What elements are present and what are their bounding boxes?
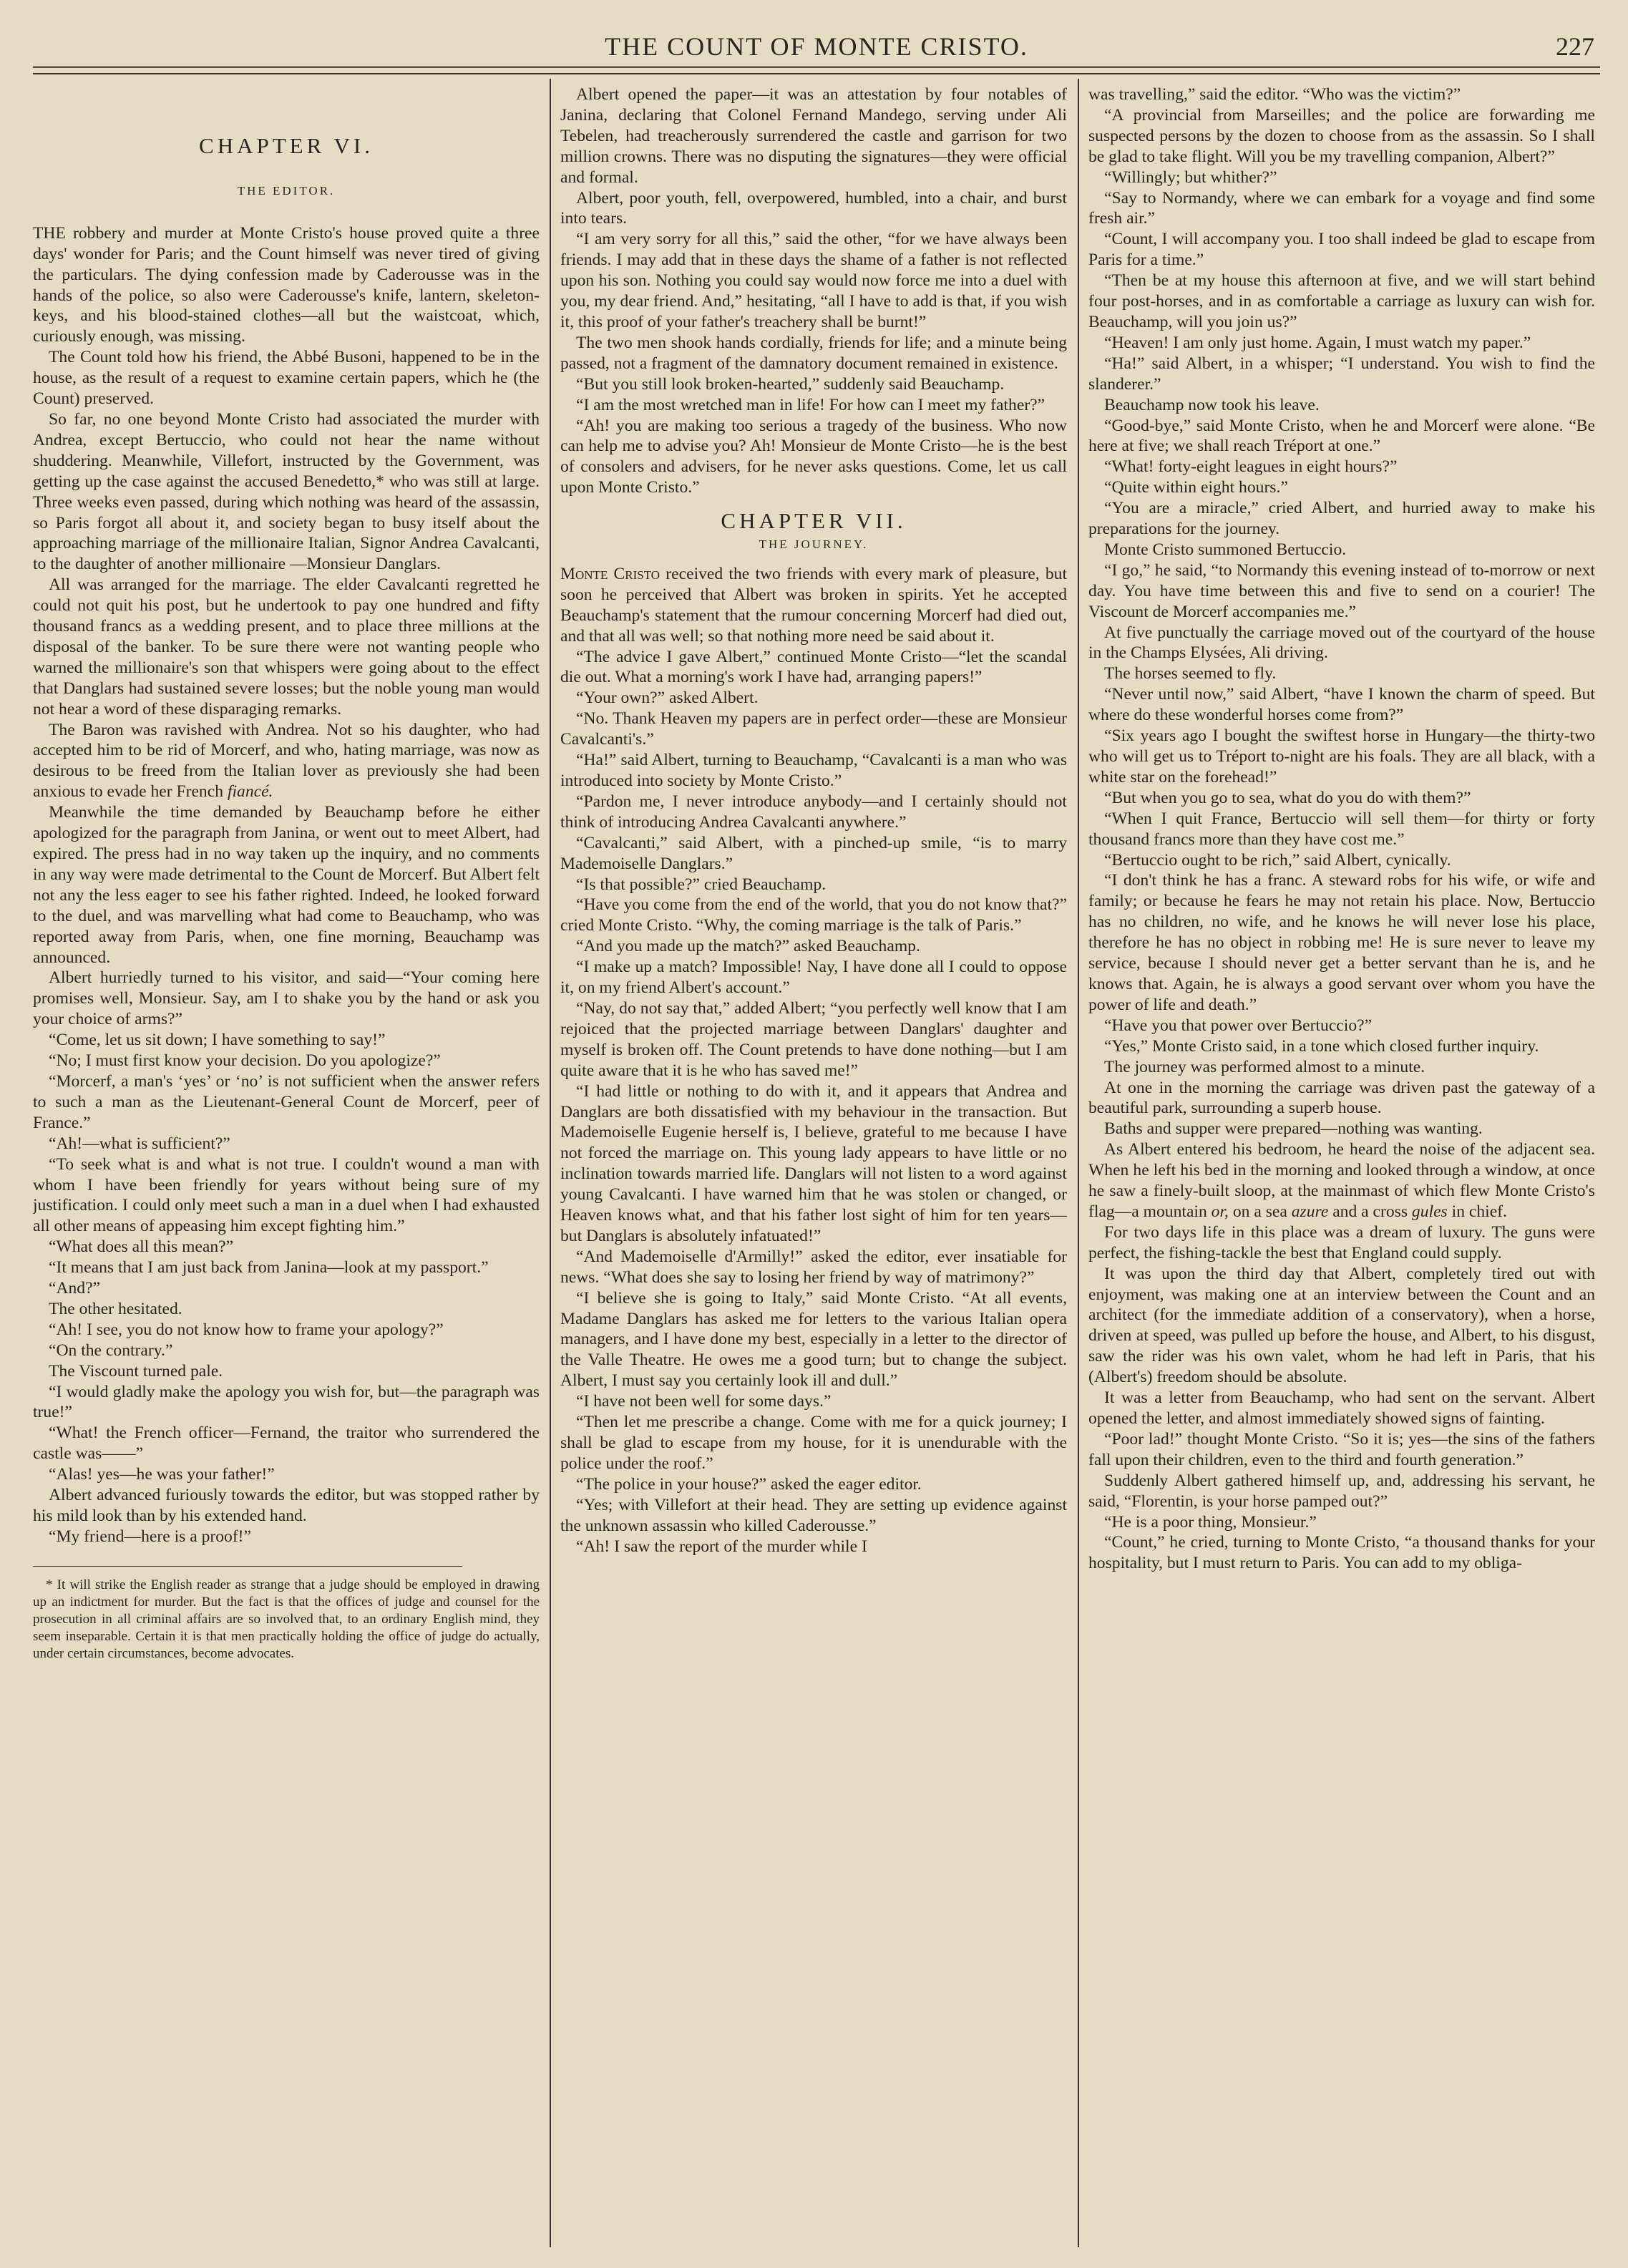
paragraph: “What does all this mean?” <box>49 1237 234 1257</box>
paragraph: Meanwhile the time demanded by Beauchamp before he either apologized for the paragraph from Janina, or went out to meet Albert, had expired. The press had in no way taken up the inquiry, and no comments in any way were made detrimental to the Count de Morcerf. But Albert felt not any the less eager to see his father righted. Indeed, he looked forward to the duel, and was marvelling what had come to Beauchamp, who was reported away from Paris, when, one fine morning, Beauchamp was announced. <box>33 803 540 967</box>
paragraph: It was a letter from Beauchamp, who had sent on the servant. Albert opened the letter, and almost immediately showed signs of fainting. <box>1088 1388 1595 1428</box>
paragraph: “Quite within eight hours.” <box>1104 478 1288 497</box>
paragraph: Beauchamp now took his leave. <box>1104 395 1320 414</box>
column-2 <box>560 84 1067 2239</box>
paragraph: Monte Cristo received the two friends with every mark of pleasure, but soon he perceived that Albert was broken in spirits. Yet he accepted Beauchamp's statement that the rumour concerning Morcerf had died out, and that all was well; so that nothing more need be said about it. <box>560 564 1067 646</box>
paragraph: “Ah! you are making too serious a tragedy of the business. Who now can help me to advise you? Ah! Monsieur de Monte Cristo—he is the best of consolers and advisers, for he never asks questions. Come, let us call upon Monte Cristo.” <box>560 416 1067 497</box>
paragraph: At one in the morning the carriage was driven past the gateway of a beautiful park, surrounding a superb house. <box>1088 1078 1595 1118</box>
paragraph: “Morcerf, a man's ‘yes’ or ‘no’ is not sufficient when the answer refers to such a man as the Lieutenant-General Count de Morcerf, peer of France.” <box>33 1071 540 1132</box>
paragraph: “Then let me prescribe a change. Come with me for a quick journey; I shall be glad to escape from my house, for it is unendurable with the police under the roof.” <box>560 1413 1067 1473</box>
chapter-subtitle: THE JOURNEY. <box>759 537 869 552</box>
paragraph: “A provincial from Marseilles; and the police are forwarding me suspected persons by the dozen to choose from as the assassin. So I shall be glad to take flight. Will you be my travelling companion, Albert?” <box>1088 105 1595 166</box>
paragraph: “Say to Normandy, where we can embark for a voyage and find some fresh air.” <box>1088 188 1595 228</box>
paragraph: “And?” <box>49 1279 101 1298</box>
paragraph: “Ah! I see, you do not know how to frame your apology?” <box>49 1320 444 1339</box>
paragraph: The Baron was ravished with Andrea. Not so his daughter, who had accepted him to be rid of Morcerf, and who, hating marriage, was now as desirous to be freed from the Italian lover as previously she had been anxious to evade her French fiancé. <box>33 720 540 802</box>
paragraph: “Yes,” Monte Cristo said, in a tone which closed further inquiry. <box>1104 1036 1539 1056</box>
paragraph: Albert hurriedly turned to his visitor, and said—“Your coming here promises well, Monsieur. Say, am I to shake you by the hand or ask you your choice of arms?” <box>33 968 540 1029</box>
paragraph: The Count told how his friend, the Abbé Busoni, happened to be in the house, as the result of a request to examine certain papers, which he (the Count) preserved. <box>33 348 540 409</box>
paragraph: It was upon the third day that Albert, completely tired out with enjoyment, was making one at an interview between the Count and an architect (for the immediate addition of a conservatory), when a horse, driven at speed, was pulled up before the house, and Albert, to his disgust, saw the rider was his own valet, whom he had left in Paris, that his (Albert's) freedom should be absolute. <box>1088 1264 1595 1387</box>
chapter-heading: CHAPTER VII. <box>721 508 907 534</box>
paragraph: “When I quit France, Bertuccio will sell them—for thirty or forty thousand francs more than they have cost me.” <box>1088 809 1595 849</box>
paragraph: As Albert entered his bedroom, he heard the noise of the adjacent sea. When he left his bed in the morning and looked through a window, at once he saw a finely-built sloop, at the mainmast of which flew Monte Cristo's flag—a mountain or, on a sea azure and a cross gules in chief. <box>1088 1140 1595 1221</box>
paragraph: THE robbery and murder at Monte Cristo's house proved quite a three days' wonder for Paris; and the Count himself was never tired of giving the particulars. The dying confession made by Caderousse was in the hands of the police, so also were Caderousse's knife, lantern, skeleton-keys, and his blood-stained clothes—all but the waistcoat, which, curiously enough, was missing. <box>33 223 540 346</box>
paragraph: For two days life in this place was a dream of luxury. The guns were perfect, the fishing-tackle the best that England could supply. <box>1088 1222 1595 1262</box>
paragraph: “But you still look broken-hearted,” suddenly said Beauchamp. <box>576 374 1005 394</box>
paragraph: “Six years ago I bought the swiftest horse in Hungary—the thirty-two who will get us to Tréport to-night are his foals. They are all black, with a white star on the forehead!” <box>1088 726 1595 787</box>
paragraph: “To seek what is and what is not true. I couldn't wound a man with whom I have been friendly for years without being sure of my justification. I could only meet such a man in a duel when I had exhausted all other means of appeasing him except fighting him.” <box>33 1154 540 1236</box>
column-divider <box>550 79 551 2247</box>
paragraph: “No. Thank Heaven my papers are in perfect order—these are Monsieur Cavalcanti's.” <box>560 709 1067 749</box>
paragraph: “I would gladly make the apology you wish for, but—the paragraph was true!” <box>33 1382 540 1422</box>
paragraph: “Poor lad!” thought Monte Cristo. “So it is; yes—the sins of the fathers fall upon their children, even to the third and fourth generation.” <box>1088 1429 1595 1469</box>
running-header <box>33 29 1600 68</box>
paragraph: “I have not been well for some days.” <box>576 1392 832 1411</box>
paragraph: “The advice I gave Albert,” continued Monte Cristo—“let the scandal die out. What a morning's work I have had, arranging papers!” <box>560 647 1067 687</box>
column-1 <box>33 84 540 2239</box>
paragraph: “Have you come from the end of the world, that you do not know that?” cried Monte Cristo. “Why, the coming marriage is the talk of Paris.” <box>560 895 1067 935</box>
paragraph: “Is that possible?” cried Beauchamp. <box>576 875 827 894</box>
paragraph: The Viscount turned pale. <box>49 1361 223 1381</box>
paragraph: “My friend—here is a proof!” <box>49 1527 252 1546</box>
paragraph: At five punctually the carriage moved out of the courtyard of the house in the Champs Elysées, Ali driving. <box>1088 623 1595 663</box>
footnote-rule <box>33 1566 462 1567</box>
paragraph: “Alas! yes—he was your father!” <box>49 1465 275 1484</box>
column-divider <box>1078 79 1079 2247</box>
paragraph: So far, no one beyond Monte Cristo had associated the murder with Andrea, except Bertuccio, who could not hear the name without shuddering. Meanwhile, Villefort, instructed by the Government, was getting up the case against the accused Benedetto,* who was still at large. Three weeks even passed, during which nothing was heard of the assassin, so Paris forgot all about it, and society began to busy itself about the approaching marriage of the millionaire Italian, Signor Andrea Cavalcanti, to the daughter of another millionaire —Monsieur Danglars. <box>33 409 540 574</box>
paragraph: “Willingly; but whither?” <box>1104 167 1277 187</box>
paragraph: “I make up a match? Impossible! Nay, I have done all I could to oppose it, on my friend Albert's account.” <box>560 958 1067 998</box>
paragraph: Suddenly Albert gathered himself up, and, addressing his servant, he said, “Florentin, is your horse pamped out?” <box>1088 1471 1595 1511</box>
paragraph: The journey was performed almost to a minute. <box>1104 1057 1425 1076</box>
paragraph: All was arranged for the marriage. The elder Cavalcanti regretted he could not quit his post, but he undertook to pay one hundred and fifty thousand francs as a wedding present, and to place three millions at the disposal of the banker. To be sure there were not wanting people who warned the millionaire's son that whispers were going about to the effect that Danglars had sustained severe losses; but the noble young man would not hear a word of these disparaging remarks. <box>33 575 540 719</box>
paragraph: “And you made up the match?” asked Beauchamp. <box>576 937 920 956</box>
paragraph: “I don't think he has a franc. A steward robs for his wife, or wife and family; or because he fears he may not retain his place. Now, Bertuccio has no children, no wife, and he knows he will never lose his place, therefore he has no object in robbing me! He is sure never to leave my service, because I should never get a better servant than he is, and he knows that. Again, he is always a good servant over whom you have the power of life and death.” <box>1088 871 1595 1014</box>
small-caps-lead: Monte Cristo <box>560 564 661 583</box>
paragraph: “No; I must first know your decision. Do you apologize?” <box>49 1051 441 1071</box>
paragraph: Monte Cristo summoned Bertuccio. <box>1104 540 1347 559</box>
paragraph: “Ha!” said Albert, turning to Beauchamp, “Cavalcanti is a man who was introduced into society by Monte Cristo.” <box>560 751 1067 790</box>
paragraph: “Your own?” asked Albert. <box>576 688 759 708</box>
paragraph: “On the contrary.” <box>49 1340 173 1360</box>
paragraph: The other hesitated. <box>49 1299 182 1318</box>
paragraph: “But when you go to sea, what do you do with them?” <box>1104 788 1471 807</box>
paragraph: Baths and supper were prepared—nothing was wanting. <box>1104 1119 1483 1139</box>
paragraph: “It means that I am just back from Janina—look at my passport.” <box>49 1258 489 1277</box>
paragraph: “Yes; with Villefort at their head. They are setting up evidence against the unknown assassin who killed Caderousse.” <box>560 1495 1067 1535</box>
chapter-subtitle: THE EDITOR. <box>237 183 336 198</box>
page <box>33 29 1600 2247</box>
paragraph: “Ah!—what is sufficient?” <box>49 1134 230 1153</box>
paragraph: “The police in your house?” asked the eager editor. <box>576 1474 922 1494</box>
paragraph: Albert, poor youth, fell, overpowered, humbled, into a chair, and burst into tears. <box>560 188 1067 228</box>
paragraph: “Come, let us sit down; I have something to say!” <box>49 1031 386 1050</box>
paragraph: Albert opened the paper—it was an attestation by four notables of Janina, declaring that Colonel Fernand Mandego, serving under Ali Tebelen, had treacherously surrendered the castle and garrison for two million crowns. There was no disputing the signatures—they were official and formal. <box>560 85 1067 187</box>
dropcap-word: THE <box>33 223 66 243</box>
paragraph: “I am very sorry for all this,” said the other, “for we have always been friends. I may add that in these days the shame of a father is not reflected upon his son. Nothing you could say would now force me into a duel with you, my dear friend. And,” hesitating, “all I have to add is that, if you wish it, this proof of your father's treachery shall be burnt!” <box>560 230 1067 331</box>
paragraph: “Have you that power over Bertuccio?” <box>1104 1016 1373 1035</box>
paragraph: “Never until now,” said Albert, “have I known the charm of speed. But where do these wonderful horses come from?” <box>1088 685 1595 725</box>
paragraph: “Then be at my house this afternoon at five, and we will start behind four post-horses, and in as comfortable a carriage as luxury can wish for. Beauchamp, will you join us?” <box>1088 271 1595 331</box>
paragraph: “Bertuccio ought to be rich,” said Albert, cynically. <box>1104 850 1451 870</box>
paragraph: “Pardon me, I never introduce anybody—and I certainly should not think of introducing Andrea Cavalcanti anywhere.” <box>560 792 1067 832</box>
paragraph: “I believe she is going to Italy,” said Monte Cristo. “At all events, Madame Danglars has asked me for letters to the various Italian opera managers, and I have done my best, especially in a letter to the director of the Valle Theatre. He owes me a good turn; but to change the subject. Albert, I must say you certainly look ill and dull.” <box>560 1288 1067 1391</box>
paragraph: was travelling,” said the editor. “Who was the victim?” <box>1088 85 1461 104</box>
paragraph: “I go,” he said, “to Normandy this evening instead of to-morrow or next day. You have time between this and five to send on a courier! The Viscount de Morcerf accompanies me.” <box>1088 560 1595 621</box>
paragraph: “Heaven! I am only just home. Again, I must watch my paper.” <box>1104 333 1531 352</box>
running-title: THE COUNT OF MONTE CRISTO. <box>605 32 1028 61</box>
italic-word: fiancé. <box>227 782 273 802</box>
paragraph: “Good-bye,” said Monte Cristo, when he and Morcerf were alone. “Be here at five; we shall reach Tréport at one.” <box>1088 416 1595 456</box>
paragraph: “Cavalcanti,” said Albert, with a pinched-up smile, “is to marry Mademoiselle Danglars.” <box>560 833 1067 873</box>
chapter-heading: CHAPTER VI. <box>199 133 374 158</box>
paragraph: “What! the French officer—Fernand, the traitor who surrendered the castle was——” <box>33 1423 540 1464</box>
footnote: * It will strike the English reader as strange that a judge should be employed in drawing up an indictment for murder. But the fact is that the offices of judge and counsel for the prosecution in all criminal affairs are so involved that, to an ordinary English mind, they seem inseparable. Certain it is that men practically holding the office of judge do actually, under certain circumstances, become advocates. <box>33 1577 540 1661</box>
paragraph: “And Mademoiselle d'Armilly!” asked the editor, ever insatiable for news. “What does she say to losing her friend by way of matrimony?” <box>560 1247 1067 1287</box>
paragraph: “Count,” he cried, turning to Monte Cristo, “a thousand thanks for your hospitality, but I must return to Paris. You can add to my obliga- <box>1088 1533 1595 1573</box>
paragraph: “You are a miracle,” cried Albert, and hurried away to make his preparations for the journey. <box>1088 499 1595 539</box>
header-rule <box>33 73 1600 74</box>
paragraph: “Ah! I saw the report of the murder while I <box>576 1537 867 1556</box>
paragraph: “I had little or nothing to do with it, and it appears that Andrea and Danglars are both dissatisfied with my behaviour in the transaction. But Mademoiselle Eugenie herself is, I believe, grateful to me because I have not forced the marriage on. This young lady appears to have little or no inclination towards married life. Danglars will not listen to a word against young Cavalcanti. I have warned him that he was stolen or changed, or Heaven knows what, and that his father lost sight of him for ten years—but Danglars is absolutely infatuated!” <box>560 1081 1067 1245</box>
paragraph: “Ha!” said Albert, in a whisper; “I understand. You wish to find the slanderer.” <box>1088 354 1595 394</box>
paragraph: “He is a poor thing, Monsieur.” <box>1104 1512 1317 1532</box>
paragraph: The horses seemed to fly. <box>1104 664 1277 683</box>
column-3 <box>1088 84 1595 2239</box>
paragraph: Albert advanced furiously towards the editor, but was stopped rather by his mild look than by his extended hand. <box>33 1486 540 1525</box>
page-number: 227 <box>1556 32 1594 61</box>
paragraph: “Nay, do not say that,” added Albert; “you perfectly well know that I am rejoiced that the projected marriage between Danglars' daughter and myself is broken off. The Count pretends to have done nothing—but I am quite aware that it is he who has saved me!” <box>560 998 1067 1080</box>
paragraph: “I am the most wretched man in life! For how can I meet my father?” <box>576 395 1045 414</box>
paragraph: The two men shook hands cordially, friends for life; and a minute being passed, not a fragment of the damnatory document remained in existence. <box>560 333 1067 373</box>
paragraph: “What! forty-eight leagues in eight hours?” <box>1104 457 1398 477</box>
paragraph: “Count, I will accompany you. I too shall indeed be glad to escape from Paris for a time.” <box>1088 230 1595 270</box>
